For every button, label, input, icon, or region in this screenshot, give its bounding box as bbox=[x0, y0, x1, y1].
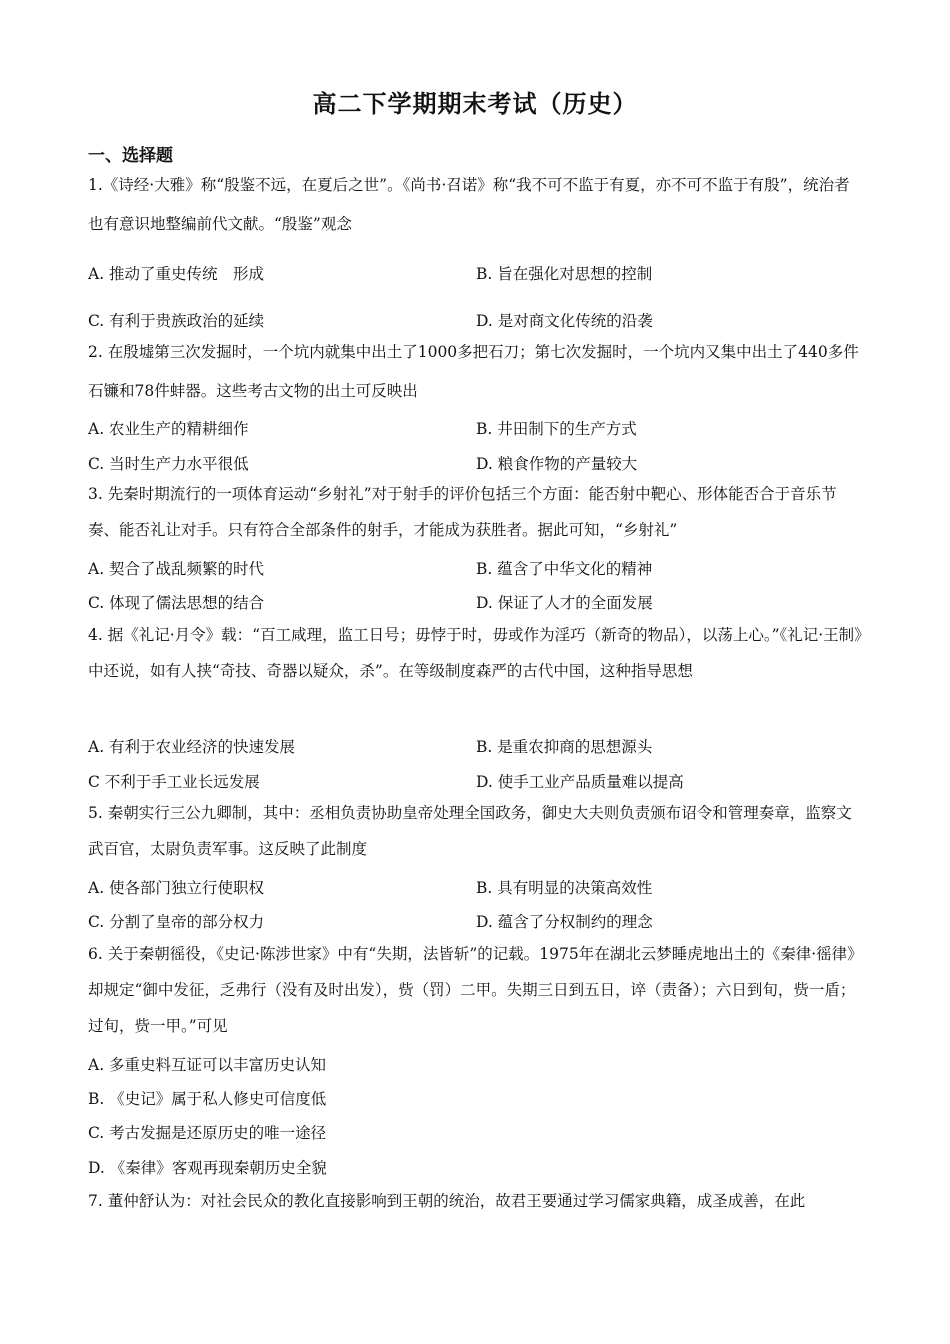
option-d: D. 蕴含了分权制约的理念 bbox=[476, 913, 653, 931]
question-stem: 5. 秦朝实行三公九卿制，其中：丞相负责协助皇帝处理全国政务，御史大夫则负责颁布诏令和管理奏章，监察文武百官，太尉负责军事。这反映了此制度 bbox=[88, 804, 852, 858]
option-a: A. 多重史料互证可以丰富历史认知 bbox=[88, 1056, 327, 1074]
question-stem: 2. 在殷墟第三次发掘时，一个坑内就集中出土了1000多把石刀；第七次发掘时，一个坑内又集中出土了440多件石镰和78件蚌器。这些考古文物的出土可反映出 bbox=[88, 343, 859, 400]
option-c: C. 体现了儒法思想的结合 bbox=[88, 594, 265, 612]
option-b: B. 具有明显的决策高效性 bbox=[476, 879, 653, 897]
option-d: D. 保证了人才的全面发展 bbox=[476, 594, 653, 612]
option-b: B. 旨在强化对思想的控制 bbox=[476, 265, 653, 283]
option-a: A. 有利于农业经济的快速发展 bbox=[88, 738, 296, 756]
option-b: B. 蕴含了中华文化的精神 bbox=[476, 560, 653, 578]
option-b: B. 井田制下的生产方式 bbox=[476, 420, 637, 438]
option-a: A. 农业生产的精耕细作 bbox=[88, 420, 249, 438]
question-stem: 6. 关于秦朝徭役，《史记·陈涉世家》中有“失期，法皆斩”的记载。1975年在湖北云梦睡虎地出土的《秦律·徭律》却规定“御中发征，乏弗行（没有及时出发），赀（罚）二甲。失期三日到五日，谇（责备）；六日到旬，赀一盾；过旬，赀一甲。”可见 bbox=[88, 945, 863, 1035]
option-c: C. 有利于贵族政治的延续 bbox=[88, 312, 265, 330]
question-stem: 1.《诗经·大雅》称“殷鉴不远，在夏后之世”。《尚书·召诺》称“我不可不监于有夏，亦不可不监于有殷”，统治者也有意识地整编前代文献。“殷鉴”观念 bbox=[88, 176, 850, 233]
option-d: D. 粮食作物的产量较大 bbox=[476, 455, 638, 473]
section-heading: 一、选择题 bbox=[88, 146, 173, 166]
option-b: B. 《史记》属于私人修史可信度低 bbox=[88, 1090, 327, 1108]
option-c: C. 当时生产力水平很低 bbox=[88, 455, 249, 473]
option-a: A. 使各部门独立行使职权 bbox=[88, 879, 265, 897]
option-d: D. 使手工业产品质量难以提高 bbox=[476, 773, 684, 791]
option-d: D. 是对商文化传统的沿袭 bbox=[476, 312, 653, 330]
page-title: 高二下学期期末考试（历史） bbox=[312, 89, 638, 118]
question-stem: 7. 董仲舒认为：对社会民众的教化直接影响到王朝的统治，故君王要通过学习儒家典籍，成圣成善，在此 bbox=[88, 1192, 806, 1210]
option-d: D. 《秦律》客观再现秦朝历史全貌 bbox=[88, 1159, 327, 1177]
option-b: B. 是重农抑商的思想源头 bbox=[476, 738, 653, 756]
option-c: C 不利于手工业长远发展 bbox=[88, 773, 260, 791]
option-c: C. 分割了皇帝的部分权力 bbox=[88, 913, 265, 931]
question-stem: 3. 先秦时期流行的一项体育运动“乡射礼”对于射手的评价包括三个方面：能否射中靶心、形体能否合于音乐节奏、能否礼让对手。只有符合全部条件的射手，才能成为获胜者。据此可知，“乡射礼” bbox=[88, 485, 837, 539]
option-a: A. 契合了战乱频繁的时代 bbox=[88, 560, 265, 578]
option-a: A. 推动了重史传统 形成 bbox=[88, 265, 265, 283]
option-c: C. 考古发掘是还原历史的唯一途径 bbox=[88, 1124, 327, 1142]
question-stem: 4. 据《礼记·月令》载：“百工咸理，监工日号；毋悖于时，毋或作为淫巧（新奇的物品），以荡上心。”《礼记·王制》中还说，如有人挟“奇技、奇器以疑众，杀”。在等级制度森严的古代中国，这种指导思想 bbox=[88, 626, 862, 680]
